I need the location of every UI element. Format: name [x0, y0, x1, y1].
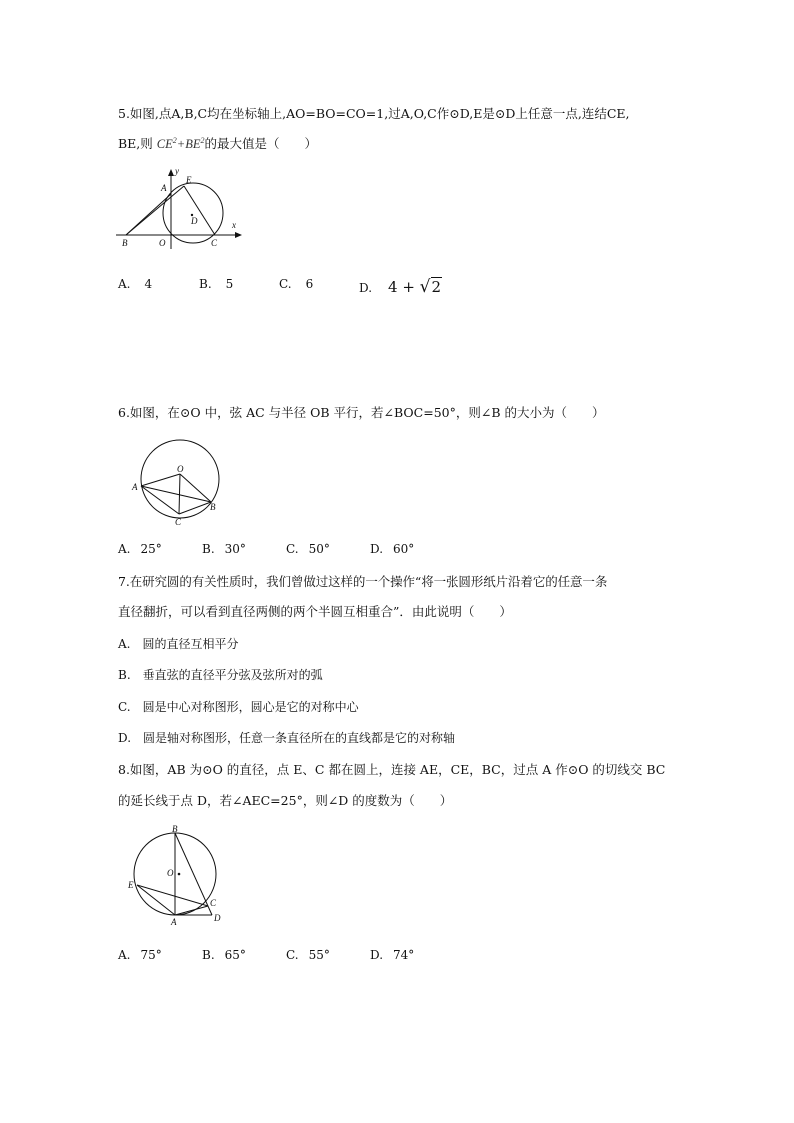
- q5-label-a: A: [161, 183, 167, 193]
- q5-text-prefix: BE,则: [118, 136, 157, 151]
- q5-label-o: O: [159, 238, 166, 248]
- q5-expr-plus: +: [176, 137, 186, 151]
- q5-expr-exp2: 2: [200, 135, 205, 145]
- q8-label-b: B: [172, 824, 178, 834]
- q5-text-suffix: 的最大值是（ ）: [204, 136, 317, 151]
- q8-text-line1: 8.如图，AB 为⊙O 的直径，点 E、C 都在圆上，连接 AE，CE，BC，过点 A 作⊙O 的切线交 BC: [118, 762, 666, 777]
- q6-label-c: C: [175, 517, 182, 527]
- q5-figure: [114, 162, 248, 252]
- q5-option-c-value: 6: [305, 277, 314, 291]
- q6-option-d[interactable]: [370, 542, 414, 556]
- q5-option-d-value: [388, 278, 442, 296]
- q7-option-c-letter: C.: [118, 700, 131, 714]
- q5-option-c[interactable]: [279, 277, 313, 291]
- q6-option-c[interactable]: [286, 542, 330, 556]
- q6-text: 6.如图，在⊙O 中，弦 AC 与半径 OB 平行，若∠BOC=50°，则∠B 的大小为（ ）: [118, 405, 605, 420]
- q5-option-a-value: 4: [144, 277, 153, 291]
- q8-label-c: C: [210, 898, 217, 908]
- q7-option-b-letter: B.: [118, 668, 131, 682]
- q6-label-b: B: [210, 502, 216, 512]
- q5-option-b[interactable]: [199, 277, 233, 291]
- q6-option-c-letter: C.: [286, 542, 299, 556]
- q6-option-b[interactable]: [202, 542, 246, 556]
- q5-expr-exp1: 2: [172, 135, 177, 145]
- q6-option-a-letter: A.: [118, 542, 131, 556]
- q5-label-y: y: [175, 166, 179, 176]
- q6-option-b-value: 30°: [224, 542, 246, 556]
- q6-label-o: O: [177, 464, 184, 474]
- q5-text-line2: [118, 134, 317, 152]
- q8-label-d: D: [214, 913, 221, 923]
- q8-option-a-letter: A.: [118, 948, 131, 962]
- q7-option-b-value: 垂直弦的直径平分弦及弦所对的弧: [142, 668, 323, 682]
- q8-label-a: A: [171, 917, 177, 927]
- q8-option-d-value: 74°: [393, 948, 415, 962]
- q7-option-d-letter: D.: [118, 731, 132, 745]
- q5-option-a[interactable]: [118, 277, 152, 291]
- q8-option-d-letter: D.: [370, 948, 384, 962]
- q8-option-c-letter: C.: [286, 948, 299, 962]
- q6-option-d-value: 60°: [393, 542, 415, 556]
- q5-option-b-value: 5: [225, 277, 234, 291]
- q8-option-a-value: 75°: [140, 948, 162, 962]
- q5-label-e: E: [186, 175, 192, 185]
- q5-expression: [157, 137, 205, 151]
- q8-label-e: E: [128, 880, 134, 890]
- q8-figure: [124, 824, 234, 928]
- q5-option-c-letter: C.: [279, 277, 292, 291]
- q5-option-b-letter: B.: [199, 277, 212, 291]
- q5-option-d-radicand: 2: [431, 278, 442, 296]
- q5-option-d[interactable]: [359, 277, 442, 297]
- q7-option-d-value: 圆是轴对称图形，任意一条直径所在的直线都是它的对称轴: [143, 731, 456, 745]
- q8-option-b-value: 65°: [224, 948, 246, 962]
- q7-option-d[interactable]: [118, 729, 455, 746]
- q6-figure: [128, 432, 228, 532]
- q7-text-line1: 7.在研究圆的有关性质时，我们曾做过这样的一个操作“将一张圆形纸片沿着它的任意一条: [118, 574, 608, 589]
- q8-option-b-letter: B.: [202, 948, 215, 962]
- q8-option-a[interactable]: [118, 948, 162, 962]
- q6-label-a: A: [132, 482, 138, 492]
- q7-option-c[interactable]: [118, 698, 359, 715]
- q5-option-a-letter: A.: [118, 277, 131, 291]
- q7-option-b[interactable]: [118, 666, 323, 683]
- q6-option-c-value: 50°: [308, 542, 330, 556]
- q8-option-d[interactable]: [370, 948, 414, 962]
- q7-option-a-letter: A.: [118, 637, 131, 651]
- sqrt-icon: √: [419, 277, 431, 297]
- q6-option-d-letter: D.: [370, 542, 384, 556]
- q8-label-o: O: [167, 868, 174, 878]
- q8-option-b[interactable]: [202, 948, 246, 962]
- q6-option-a-value: 25°: [140, 542, 162, 556]
- q8-option-c-value: 55°: [308, 948, 330, 962]
- q6-option-a[interactable]: [118, 542, 162, 556]
- q7-option-a-value: 圆的直径互相平分: [142, 637, 239, 651]
- q5-expr-ce: CE: [156, 137, 173, 151]
- q5-text-line1: 5.如图,点A,B,C均在坐标轴上,AO=BO=CO=1,过A,O,C作⊙D,E是⊙D上任意一点,连结CE,: [118, 106, 630, 121]
- q7-option-a[interactable]: [118, 635, 239, 652]
- q5-expr-be: BE: [185, 137, 201, 151]
- q8-option-c[interactable]: [286, 948, 330, 962]
- q5-option-d-value-pre: 4 +: [388, 278, 420, 296]
- q7-option-c-value: 圆是中心对称图形，圆心是它的对称中心: [142, 700, 359, 714]
- q5-label-x: x: [232, 220, 236, 230]
- q7-text-line2: 直径翻折，可以看到直径两侧的两个半圆互相重合”．由此说明（ ）: [118, 604, 512, 619]
- q5-label-b: B: [122, 238, 128, 248]
- q5-label-d: D: [191, 216, 198, 226]
- q8-text-line2: 的延长线于点 D，若∠AEC=25°，则∠D 的度数为（ ）: [118, 793, 453, 808]
- q6-option-b-letter: B.: [202, 542, 215, 556]
- q5-option-d-letter: D.: [359, 281, 373, 295]
- q5-label-c: C: [211, 238, 218, 248]
